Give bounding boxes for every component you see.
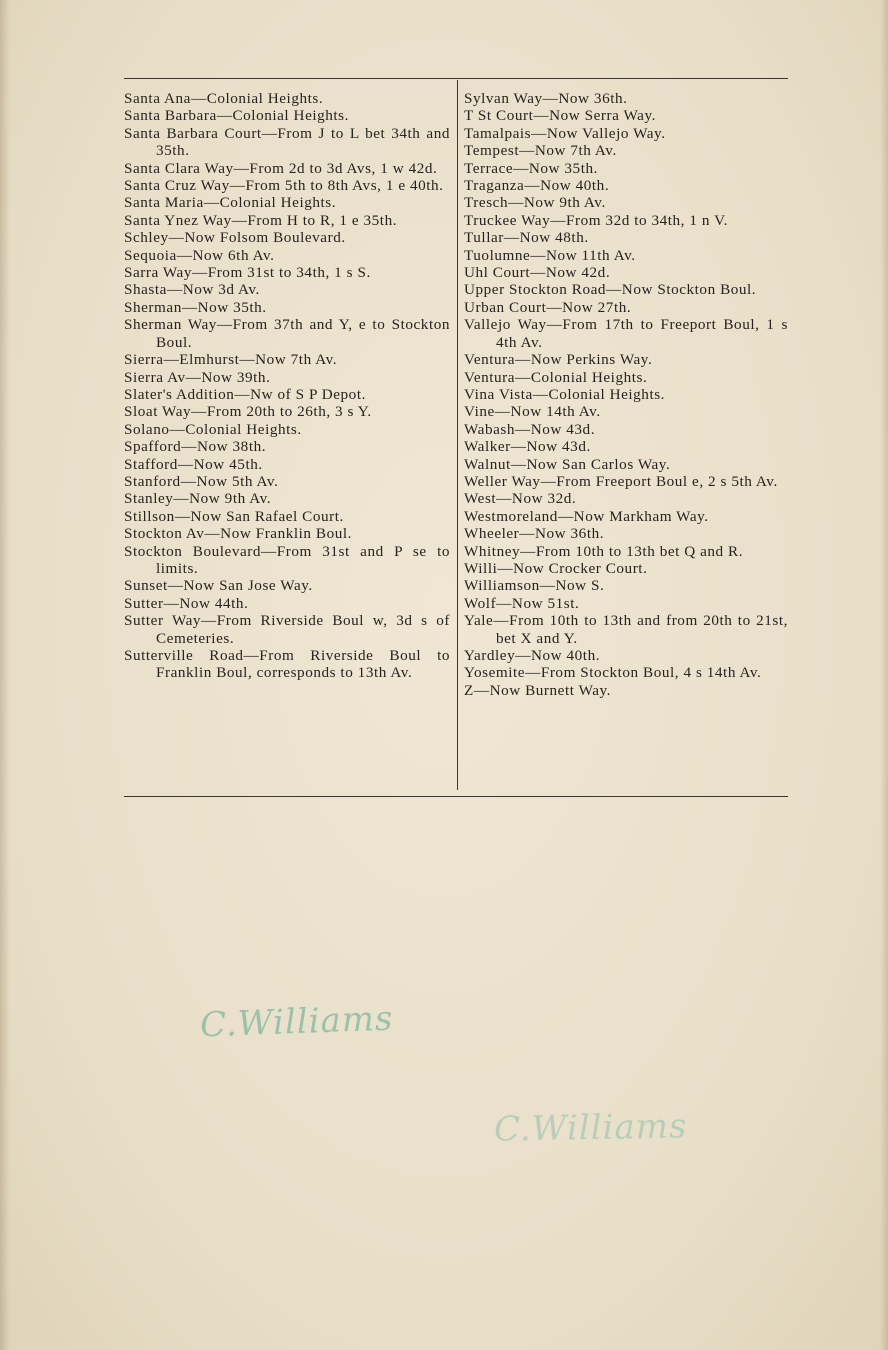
street-entry: Sloat Way—From 20th to 26th, 3 s Y. <box>124 403 372 421</box>
street-entry: Williamson—Now S. <box>464 577 605 595</box>
street-entry: Wheeler—Now 36th. <box>464 525 605 543</box>
street-entry: Yardley—Now 40th. <box>464 647 601 664</box>
street-entry: Shasta—Now 3d Av. <box>124 281 260 299</box>
street-entry: Tuolumne—Now 11th Av. <box>464 246 636 264</box>
street-entry: Stanford—Now 5th Av. <box>124 472 279 490</box>
street-entry: Stockton Av—Now Franklin Boul. <box>124 525 353 543</box>
street-entry: Urban Court—Now 27th. <box>464 298 632 316</box>
top-rule <box>124 78 788 79</box>
column-divider <box>457 80 458 790</box>
street-entry: Ventura—Now Perkins Way. <box>464 351 653 369</box>
street-entry: Tullar—Now 48th. <box>464 229 589 247</box>
street-entry: West—Now 32d. <box>464 490 577 508</box>
street-entry: Sunset—Now San Jose Way. <box>124 577 313 595</box>
street-entry: Westmoreland—Now Markham Way. <box>464 507 709 525</box>
left-column <box>124 90 450 682</box>
right-column <box>464 90 788 699</box>
street-entry: Traganza—Now 40th. <box>464 177 610 195</box>
street-entry: Sierra—Elmhurst—Now 7th Av. <box>124 351 338 369</box>
street-entry: Solano—Colonial Heights. <box>124 420 302 438</box>
page-edge-right <box>880 0 888 1350</box>
street-entry: Ventura—Colonial Heights. <box>464 368 648 386</box>
page-edge-left <box>0 0 10 1350</box>
street-entry: Sarra Way—From 31st to 34th, 1 s S. <box>124 264 371 282</box>
street-entry: Truckee Way—From 32d to 34th, 1 n V. <box>464 211 728 229</box>
street-entry: Sylvan Way—Now 36th. <box>464 90 628 107</box>
street-entry: Z—Now Burnett Way. <box>464 681 612 699</box>
street-entry: Vine—Now 14th Av. <box>464 403 601 421</box>
street-entry: Yale—From 10th to 13th and from 20th to 21st, bet X and Y. <box>464 612 788 647</box>
street-entry: Walnut—Now San Carlos Way. <box>464 455 671 473</box>
street-entry: Santa Maria—Colonial Heights. <box>124 194 337 212</box>
street-entry: Wabash—Now 43d. <box>464 420 596 438</box>
street-entry: Stanley—Now 9th Av. <box>124 490 272 508</box>
street-entry: Tamalpais—Now Vallejo Way. <box>464 124 666 142</box>
street-entry: Weller Way—From Freeport Boul e, 2 s 5th Av. <box>464 472 778 490</box>
street-entry: Santa Barbara—Colonial Heights. <box>124 107 349 125</box>
bottom-rule <box>124 796 788 797</box>
ink-signature-offset: C.Williams <box>493 1106 688 1150</box>
street-entry: Vina Vista—Colonial Heights. <box>464 385 666 403</box>
street-entry: Upper Stockton Road—Now Stockton Boul. <box>464 281 757 299</box>
street-entry: Santa Barbara Court—From J to L bet 34th and 35th. <box>124 124 450 160</box>
street-entry: Sherman Way—From 37th and Y, e to Stockton Boul. <box>124 316 450 351</box>
street-entry: Stafford—Now 45th. <box>124 455 263 473</box>
street-entry: Sequoia—Now 6th Av. <box>124 246 275 264</box>
street-entry: Tresch—Now 9th Av. <box>464 194 606 212</box>
street-entry: Santa Ana—Colonial Heights. <box>124 90 324 107</box>
street-entry: Santa Clara Way—From 2d to 3d Avs, 1 w 42d. <box>124 159 438 177</box>
street-entry: Stockton Boulevard—From 31st and P se to limits. <box>124 542 450 577</box>
street-entry: Sutter—Now 44th. <box>124 594 249 612</box>
street-entry: Sherman—Now 35th. <box>124 298 267 316</box>
street-entry: Schley—Now Folsom Boulevard. <box>124 229 346 247</box>
street-entry: Sierra Av—Now 39th. <box>124 368 271 386</box>
street-entry: Vallejo Way—From 17th to Freeport Boul, 1 s 4th Av. <box>464 316 788 351</box>
street-entry: Sutter Way—From Riverside Boul w, 3d s of Cemeteries. <box>124 612 450 647</box>
street-entry: Tempest—Now 7th Av. <box>464 142 617 160</box>
street-entry: Yosemite—From Stockton Boul, 4 s 14th Av. <box>464 664 762 682</box>
street-entry: Santa Ynez Way—From H to R, 1 e 35th. <box>124 211 398 229</box>
street-entry: Whitney—From 10th to 13th bet Q and R. <box>464 542 744 560</box>
street-entry: Sutterville Road—From Riverside Boul to Franklin Boul, corresponds to 13th Av. <box>124 647 450 682</box>
street-entry: Spafford—Now 38th. <box>124 438 267 456</box>
ink-signature-stamp: C.Williams <box>199 998 395 1046</box>
street-entry: Wolf—Now 51st. <box>464 594 580 612</box>
street-entry: Walker—Now 43d. <box>464 438 591 456</box>
street-entry: Stillson—Now San Rafael Court. <box>124 507 344 525</box>
street-entry: Santa Cruz Way—From 5th to 8th Avs, 1 e 40th. <box>124 177 444 195</box>
street-entry: Terrace—Now 35th. <box>464 159 598 177</box>
street-entry: T St Court—Now Serra Way. <box>464 107 656 125</box>
street-entry: Uhl Court—Now 42d. <box>464 264 611 282</box>
street-entry: Slater's Addition—Nw of S P Depot. <box>124 385 366 403</box>
street-entry: Willi—Now Crocker Court. <box>464 559 648 577</box>
